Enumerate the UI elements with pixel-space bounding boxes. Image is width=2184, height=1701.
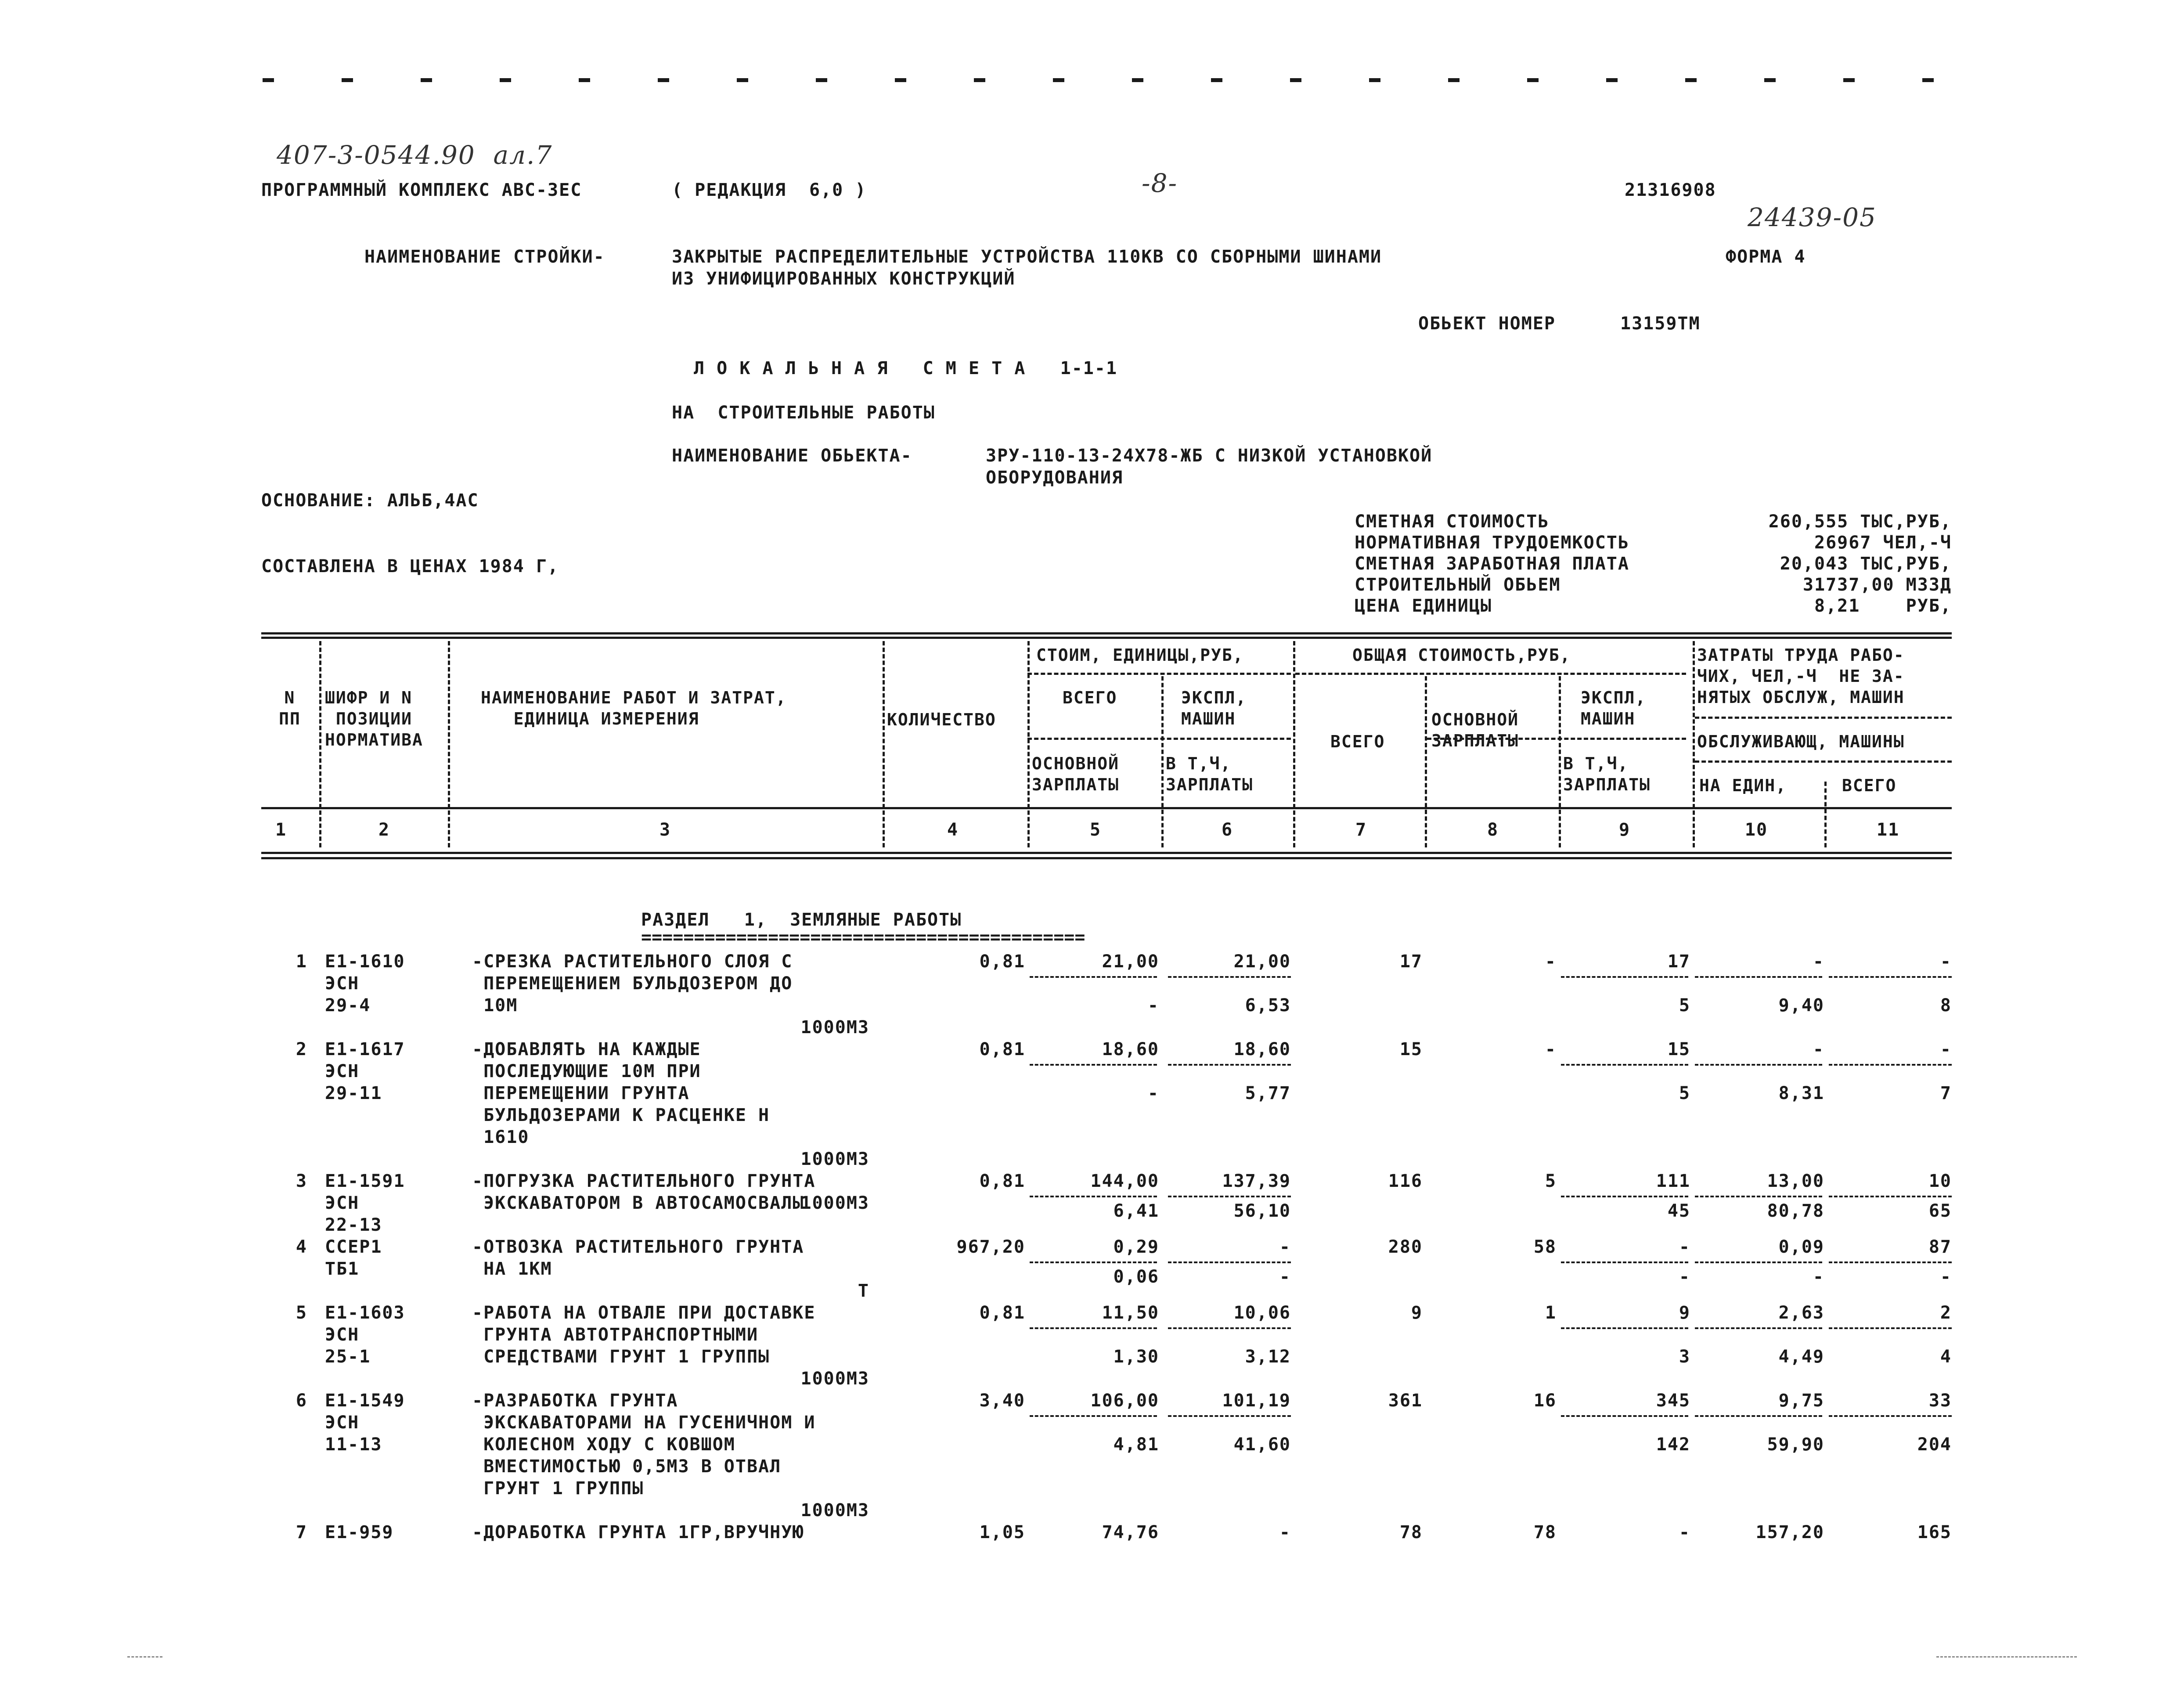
norm-code: Е1-1549 — [325, 1391, 405, 1411]
column-number: 6 — [1221, 820, 1233, 840]
col-divider — [883, 641, 885, 847]
total-machines: 17 — [1667, 951, 1690, 972]
basis: ОСНОВАНИЕ: АЛЬБ,4АС — [261, 490, 479, 511]
work-unit: 1000М3 — [800, 1369, 869, 1389]
unit-cost-total: 0,29 — [1113, 1237, 1159, 1257]
labor-total: - — [1940, 951, 1952, 972]
work-name: -ДОРАБОТКА ГРУНТА 1ГР,ВРУЧНУЮ — [472, 1522, 804, 1542]
section-title: РАЗДЕЛ 1, ЗЕМЛЯНЫЕ РАБОТЫ — [641, 910, 962, 930]
code-number: 21316908 — [1625, 180, 1716, 200]
total-cost: 15 — [1399, 1039, 1423, 1060]
labor-per-unit: - — [1813, 1039, 1824, 1060]
cell-separator — [1695, 1064, 1822, 1066]
cell-separator — [1030, 1261, 1157, 1263]
quantity: 0,81 — [979, 1303, 1025, 1323]
col-header-unit-cost: СТОИМ, ЕДИНИЦЫ,РУБ, — [1036, 645, 1244, 665]
summary-label: СМЕТНАЯ СТОИМОСТЬ — [1355, 512, 1550, 532]
summary-label: ЦЕНА ЕДИНИЦЫ — [1355, 596, 1492, 616]
labor-total-service: 4 — [1940, 1347, 1952, 1367]
work-name: БУЛЬДОЗЕРАМИ К РАСЦЕНКЕ Н — [472, 1105, 770, 1125]
total-incl-wage: 142 — [1656, 1434, 1690, 1455]
cell-separator — [1829, 1415, 1952, 1417]
top-dash — [974, 78, 985, 82]
unit-cost-total: 144,00 — [1090, 1171, 1159, 1191]
labor-total: - — [1940, 1039, 1952, 1060]
column-number: 4 — [947, 820, 959, 840]
norm-code: 11-13 — [325, 1434, 382, 1455]
unit-cost-machines: 10,06 — [1233, 1303, 1291, 1323]
labor-total-service: 7 — [1940, 1083, 1952, 1103]
top-dash — [1527, 78, 1539, 82]
unit-cost-total: 21,00 — [1102, 951, 1159, 972]
work-name: ГРУНТА АВТОТРАНСПОРТНЫМИ — [472, 1325, 759, 1345]
norm-code: Е1-1603 — [325, 1303, 405, 1323]
work-name: НА 1КМ — [472, 1259, 552, 1279]
labor-total: 33 — [1928, 1391, 1952, 1411]
top-dash — [579, 78, 590, 82]
unit-cost-machines: 21,00 — [1233, 951, 1291, 972]
column-number: 11 — [1876, 820, 1900, 840]
col-divider — [1824, 782, 1827, 847]
cell-separator — [1829, 1327, 1952, 1329]
summary-value: 260,555 ТЫС,РУБ, — [1768, 512, 1952, 532]
col-header-code: ШИФР И N ПОЗИЦИИ НОРМАТИВА — [325, 688, 423, 750]
work-name: КОЛЕСНОМ ХОДУ С КОВШОМ — [472, 1434, 735, 1455]
unit-cost-machines: - — [1279, 1522, 1291, 1542]
header-inner-line — [1695, 760, 1952, 763]
total-machines: - — [1679, 1522, 1690, 1542]
numbers-bottom-rule — [261, 852, 1952, 854]
work-name: ПОСЛЕДУЮЩИЕ 10М ПРИ — [472, 1061, 701, 1081]
cell-separator — [1168, 1415, 1291, 1417]
row-number: 5 — [296, 1303, 307, 1323]
norm-code: ЭСН — [325, 1193, 360, 1213]
object-name-line-2: ОБОРУДОВАНИЯ — [986, 468, 1123, 488]
col-header-total-incl-wage: В Т,Ч, ЗАРПЛАТЫ — [1563, 754, 1651, 794]
summary-value: 8,21 РУБ, — [1814, 596, 1952, 616]
object-name-label: НАИМЕНОВАНИЕ ОБЬЕКТА- — [672, 446, 912, 466]
norm-code: ТБ1 — [325, 1259, 360, 1279]
work-name: -ПОГРУЗКА РАСТИТЕЛЬНОГО ГРУНТА — [472, 1171, 816, 1191]
price-basis: СОСТАВЛЕНА В ЦЕНАХ 1984 Г, — [261, 556, 559, 577]
labor-total-service: 204 — [1917, 1434, 1952, 1455]
cell-separator — [1168, 1196, 1291, 1197]
quantity: 0,81 — [979, 951, 1025, 972]
build-label: НАИМЕНОВАНИЕ СТРОЙКИ- — [364, 247, 605, 267]
column-number: 8 — [1487, 820, 1499, 840]
col-header-labor-total: ВСЕГО — [1842, 776, 1897, 795]
total-base-wage: 1 — [1545, 1303, 1557, 1323]
bottom-scan-mark — [1936, 1656, 2077, 1658]
summary-label: СТРОИТЕЛЬНЫЙ ОБЬЕМ — [1355, 575, 1561, 595]
row-number: 4 — [296, 1237, 307, 1257]
labor-total: 2 — [1940, 1303, 1952, 1323]
total-machines: 111 — [1656, 1171, 1690, 1191]
program-name: ПРОГРАММНЫЙ КОМПЛЕКС АВС-3ЕС — [261, 180, 582, 200]
cell-separator — [1168, 1261, 1291, 1263]
total-base-wage: 78 — [1533, 1522, 1557, 1542]
labor-per-unit-service: 9,40 — [1778, 995, 1824, 1016]
col-divider — [1425, 676, 1427, 847]
total-base-wage: 16 — [1533, 1391, 1557, 1411]
unit-cost-machines: 101,19 — [1222, 1391, 1291, 1411]
bottom-scan-mark — [127, 1656, 162, 1658]
unit-cost-total: 18,60 — [1102, 1039, 1159, 1060]
total-incl-wage: - — [1679, 1267, 1690, 1287]
total-base-wage: 5 — [1545, 1171, 1557, 1191]
top-dash — [816, 78, 827, 82]
object-name-line-1: ЗРУ-110-13-24Х78-ЖБ С НИЗКОЙ УСТАНОВКОЙ — [986, 446, 1433, 466]
object-number-label: ОБЬЕКТ НОМЕР — [1418, 314, 1556, 334]
work-name: ЭКСКАВАТОРАМИ НА ГУСЕНИЧНОМ И — [472, 1413, 816, 1433]
cell-separator — [1030, 1327, 1157, 1329]
total-incl-wage: 3 — [1679, 1347, 1690, 1367]
top-dash — [1843, 78, 1855, 82]
work-unit: 1000М3 — [800, 1500, 869, 1521]
cell-separator — [1168, 976, 1291, 978]
summary-value: 31737,00 М3ЗД — [1802, 575, 1952, 595]
top-dash — [895, 78, 906, 82]
work-name: -РАЗРАБОТКА ГРУНТА — [472, 1391, 678, 1411]
quantity: 967,20 — [956, 1237, 1025, 1257]
top-dash — [1685, 78, 1697, 82]
work-name: -СРЕЗКА РАСТИТЕЛЬНОГО СЛОЯ С — [472, 951, 793, 972]
section-underline: ========================================== — [641, 927, 1085, 948]
summary-label: СМЕТНАЯ ЗАРАБОТНАЯ ПЛАТА — [1355, 554, 1629, 574]
norm-code: ЭСН — [325, 973, 360, 994]
total-cost: 9 — [1411, 1303, 1423, 1323]
total-machines: 345 — [1656, 1391, 1690, 1411]
labor-total-service: 65 — [1928, 1201, 1952, 1221]
summary-value: 26967 ЧЕЛ,-Ч — [1814, 533, 1952, 553]
labor-per-unit-service: 8,31 — [1778, 1083, 1824, 1103]
column-number: 3 — [659, 820, 671, 840]
cell-separator — [1168, 1327, 1291, 1329]
cell-separator — [1695, 976, 1822, 978]
handwritten-number: 24439-05 — [1748, 202, 1877, 232]
norm-code: Е1-1617 — [325, 1039, 405, 1060]
unit-cost-machines: 18,60 — [1233, 1039, 1291, 1060]
col-divider — [1161, 676, 1164, 847]
unit-incl-wage: 41,60 — [1233, 1434, 1291, 1455]
column-number: 9 — [1618, 820, 1631, 840]
cell-separator — [1561, 1415, 1688, 1417]
work-name: ВМЕСТИМОСТЬЮ 0,5М3 В ОТВАЛ — [472, 1456, 782, 1477]
total-cost: 116 — [1388, 1171, 1423, 1191]
cell-separator — [1695, 1415, 1822, 1417]
unit-cost-total: 74,76 — [1102, 1522, 1159, 1542]
top-dash — [500, 78, 511, 82]
top-dash — [263, 78, 274, 82]
norm-code: 29-4 — [325, 995, 371, 1016]
cell-separator — [1030, 1196, 1157, 1197]
header-inner-line — [1695, 717, 1952, 719]
norm-code: ЭСН — [325, 1413, 360, 1433]
work-unit: 1000М3 — [800, 1193, 869, 1213]
total-cost: 17 — [1399, 951, 1423, 972]
unit-incl-wage: 56,10 — [1233, 1201, 1291, 1221]
norm-code: 22-13 — [325, 1215, 382, 1235]
work-unit: Т — [858, 1281, 869, 1301]
column-number: 2 — [378, 820, 390, 840]
top-dash — [1606, 78, 1618, 82]
labor-total: 165 — [1917, 1522, 1952, 1542]
labor-total-service: - — [1940, 1267, 1952, 1287]
header-bottom-rule — [261, 807, 1952, 809]
norm-code: 29-11 — [325, 1083, 382, 1103]
norm-code: Е1-1591 — [325, 1171, 405, 1191]
col-header-unit-incl-wage: В Т,Ч, ЗАРПЛАТЫ — [1166, 754, 1254, 794]
cell-separator — [1695, 1196, 1822, 1197]
row-number: 6 — [296, 1391, 307, 1411]
cell-separator — [1561, 1196, 1688, 1197]
cell-separator — [1561, 1064, 1688, 1066]
table-top-rule — [261, 632, 1952, 634]
labor-total: 10 — [1928, 1171, 1952, 1191]
total-cost: 361 — [1388, 1391, 1423, 1411]
form-label: ФОРМА 4 — [1726, 247, 1806, 267]
work-name: 1610 — [472, 1127, 530, 1147]
labor-per-unit: 0,09 — [1778, 1237, 1824, 1257]
top-dash — [421, 78, 432, 82]
cell-separator — [1030, 1415, 1157, 1417]
top-dash — [658, 78, 669, 82]
cell-separator — [1695, 1261, 1822, 1263]
quantity: 1,05 — [979, 1522, 1025, 1542]
col-header-total: ВСЕГО — [1330, 732, 1385, 751]
unit-incl-wage: - — [1279, 1267, 1291, 1287]
labor-total: 87 — [1928, 1237, 1952, 1257]
total-machines: - — [1679, 1237, 1690, 1257]
norm-code: ССЕР1 — [325, 1237, 382, 1257]
unit-base-wage: 4,81 — [1113, 1434, 1159, 1455]
row-number: 1 — [296, 951, 307, 972]
top-dash — [1369, 78, 1380, 82]
unit-base-wage: 1,30 — [1113, 1347, 1159, 1367]
document-title: Л О К А Л Ь Н А Я С М Е Т А 1-1-1 — [694, 358, 1118, 378]
column-number: 10 — [1744, 820, 1768, 840]
norm-code: ЭСН — [325, 1061, 360, 1081]
labor-per-unit: 157,20 — [1755, 1522, 1824, 1542]
top-dash — [1053, 78, 1064, 82]
unit-incl-wage: 6,53 — [1245, 995, 1291, 1016]
cell-separator — [1030, 976, 1157, 978]
work-name: -РАБОТА НА ОТВАЛЕ ПРИ ДОСТАВКЕ — [472, 1303, 816, 1323]
norm-code: Е1-959 — [325, 1522, 394, 1542]
col-header-unit-base-wage: ОСНОВНОЙ ЗАРПЛАТЫ — [1032, 754, 1120, 794]
work-name: -ОТВОЗКА РАСТИТЕЛЬНОГО ГРУНТА — [472, 1237, 804, 1257]
work-unit: 1000М3 — [800, 1149, 869, 1169]
top-dash — [1448, 78, 1460, 82]
col-divider — [1693, 641, 1695, 847]
total-incl-wage: 5 — [1679, 1083, 1690, 1103]
unit-base-wage: 6,41 — [1113, 1201, 1159, 1221]
col-header-labor: ЗАТРАТЫ ТРУДА РАБО- ЧИХ, ЧЕЛ,-Ч НЕ ЗА- НЯТЫХ ОБСЛУЖ, МАШИН — [1697, 645, 1905, 707]
col-header-unit-total: ВСЕГО — [1063, 688, 1117, 707]
total-machines: 15 — [1667, 1039, 1690, 1060]
document-subtitle: НА СТРОИТЕЛЬНЫЕ РАБОТЫ — [672, 403, 935, 423]
total-cost: 78 — [1399, 1522, 1423, 1542]
unit-base-wage: 0,06 — [1113, 1267, 1159, 1287]
table-top-rule-2 — [261, 637, 1952, 639]
labor-total-service: 8 — [1940, 995, 1952, 1016]
header-inner-line — [1027, 673, 1291, 675]
col-divider — [1293, 641, 1295, 847]
summary-value: 20,043 ТЫС,РУБ, — [1780, 554, 1952, 574]
top-dash — [1290, 78, 1301, 82]
total-base-wage: - — [1545, 951, 1557, 972]
work-name: 10М — [472, 995, 518, 1016]
total-base-wage: 58 — [1533, 1237, 1557, 1257]
unit-incl-wage: 5,77 — [1245, 1083, 1291, 1103]
cell-separator — [1561, 976, 1688, 978]
cell-separator — [1561, 1327, 1688, 1329]
labor-per-unit-service: 59,90 — [1767, 1434, 1824, 1455]
norm-code: ЭСН — [325, 1325, 360, 1345]
norm-code: 25-1 — [325, 1347, 371, 1367]
cell-separator — [1829, 976, 1952, 978]
col-header-number: N ПП — [279, 688, 301, 728]
header-inner-line — [1027, 738, 1291, 740]
object-number: 13159ТМ — [1620, 314, 1701, 334]
handwritten-page-number: -8- — [1142, 168, 1178, 198]
total-machines: 9 — [1679, 1303, 1690, 1323]
work-name: ПЕРЕМЕЩЕНИИ ГРУНТА — [472, 1083, 690, 1103]
labor-per-unit: 13,00 — [1767, 1171, 1824, 1191]
top-dash — [1764, 78, 1776, 82]
col-header-labor-service: ОБСЛУЖИВАЮЩ, МАШИНЫ — [1697, 732, 1905, 751]
cell-separator — [1829, 1261, 1952, 1263]
top-dash — [1922, 78, 1934, 82]
labor-per-unit-service: 80,78 — [1767, 1201, 1824, 1221]
work-name: -ДОБАВЛЯТЬ НА КАЖДЫЕ — [472, 1039, 701, 1060]
unit-incl-wage: 3,12 — [1245, 1347, 1291, 1367]
work-name: ГРУНТ 1 ГРУППЫ — [472, 1478, 644, 1499]
quantity: 0,81 — [979, 1039, 1025, 1060]
quantity: 0,81 — [979, 1171, 1025, 1191]
labor-per-unit-service: 4,49 — [1778, 1347, 1824, 1367]
work-name: ПЕРЕМЕЩЕНИЕМ БУЛЬДОЗЕРОМ ДО — [472, 973, 793, 994]
top-dash — [737, 78, 748, 82]
handwritten-doc-code: 407-3-0544.90 ал.7 — [277, 140, 553, 170]
unit-base-wage: - — [1147, 1083, 1159, 1103]
numbers-bottom-rule-2 — [261, 857, 1952, 859]
header-inner-line — [1295, 673, 1686, 675]
labor-per-unit: 9,75 — [1778, 1391, 1824, 1411]
labor-per-unit: 2,63 — [1778, 1303, 1824, 1323]
col-divider — [319, 641, 321, 847]
column-number: 7 — [1355, 820, 1367, 840]
total-incl-wage: 45 — [1667, 1201, 1690, 1221]
total-base-wage: - — [1545, 1039, 1557, 1060]
work-name: ЭКСКАВАТОРОМ В АВТОСАМОСВАЛЫ — [472, 1193, 804, 1213]
row-number: 3 — [296, 1171, 307, 1191]
col-header-total-base-wage: ОСНОВНОЙ ЗАРПЛАТЫ — [1431, 710, 1519, 750]
row-number: 7 — [296, 1522, 307, 1542]
col-divider — [1559, 676, 1561, 847]
unit-base-wage: - — [1147, 995, 1159, 1016]
col-divider — [448, 641, 450, 847]
col-header-quantity: КОЛИЧЕСТВО — [887, 710, 996, 729]
build-name-line-2: ИЗ УНИФИЦИРОВАННЫХ КОНСТРУКЦИЙ — [672, 269, 1016, 289]
cell-separator — [1695, 1327, 1822, 1329]
work-name: СРЕДСТВАМИ ГРУНТ 1 ГРУППЫ — [472, 1347, 770, 1367]
unit-cost-total: 11,50 — [1102, 1303, 1159, 1323]
top-dash — [1211, 78, 1222, 82]
summary-label: НОРМАТИВНАЯ ТРУДОЕМКОСТЬ — [1355, 533, 1629, 553]
quantity: 3,40 — [979, 1391, 1025, 1411]
col-header-total-cost: ОБЩАЯ СТОИМОСТЬ,РУБ, — [1352, 645, 1571, 665]
unit-cost-machines: - — [1279, 1237, 1291, 1257]
row-number: 2 — [296, 1039, 307, 1060]
col-header-total-machines: ЭКСПЛ, МАШИН — [1581, 688, 1647, 728]
top-dash — [1132, 78, 1143, 82]
cell-separator — [1829, 1064, 1952, 1066]
column-number: 5 — [1089, 820, 1102, 840]
cell-separator — [1168, 1064, 1291, 1066]
norm-code: Е1-1610 — [325, 951, 405, 972]
labor-per-unit-service: - — [1813, 1267, 1824, 1287]
unit-cost-machines: 137,39 — [1222, 1171, 1291, 1191]
col-header-name: НАИМЕНОВАНИЕ РАБОТ И ЗАТРАТ, ЕДИНИЦА ИЗМЕРЕНИЯ — [481, 688, 787, 728]
edition: ( РЕДАКЦИЯ 6,0 ) — [672, 180, 867, 200]
total-incl-wage: 5 — [1679, 995, 1690, 1016]
cell-separator — [1829, 1196, 1952, 1197]
column-number: 1 — [275, 820, 287, 840]
build-name-line-1: ЗАКРЫТЫЕ РАСПРЕДЕЛИТЕЛЬНЫЕ УСТРОЙСТВА 110КВ СО СБОРНЫМИ ШИНАМИ — [672, 247, 1382, 267]
col-divider — [1027, 641, 1030, 847]
cell-separator — [1561, 1261, 1688, 1263]
work-unit: 1000М3 — [800, 1017, 869, 1038]
labor-per-unit: - — [1813, 951, 1824, 972]
unit-cost-total: 106,00 — [1090, 1391, 1159, 1411]
top-dash — [342, 78, 353, 82]
cell-separator — [1030, 1064, 1157, 1066]
col-header-labor-per-unit: НА ЕДИН, — [1699, 776, 1787, 795]
col-header-unit-machines: ЭКСПЛ, МАШИН — [1181, 688, 1247, 728]
total-cost: 280 — [1388, 1237, 1423, 1257]
